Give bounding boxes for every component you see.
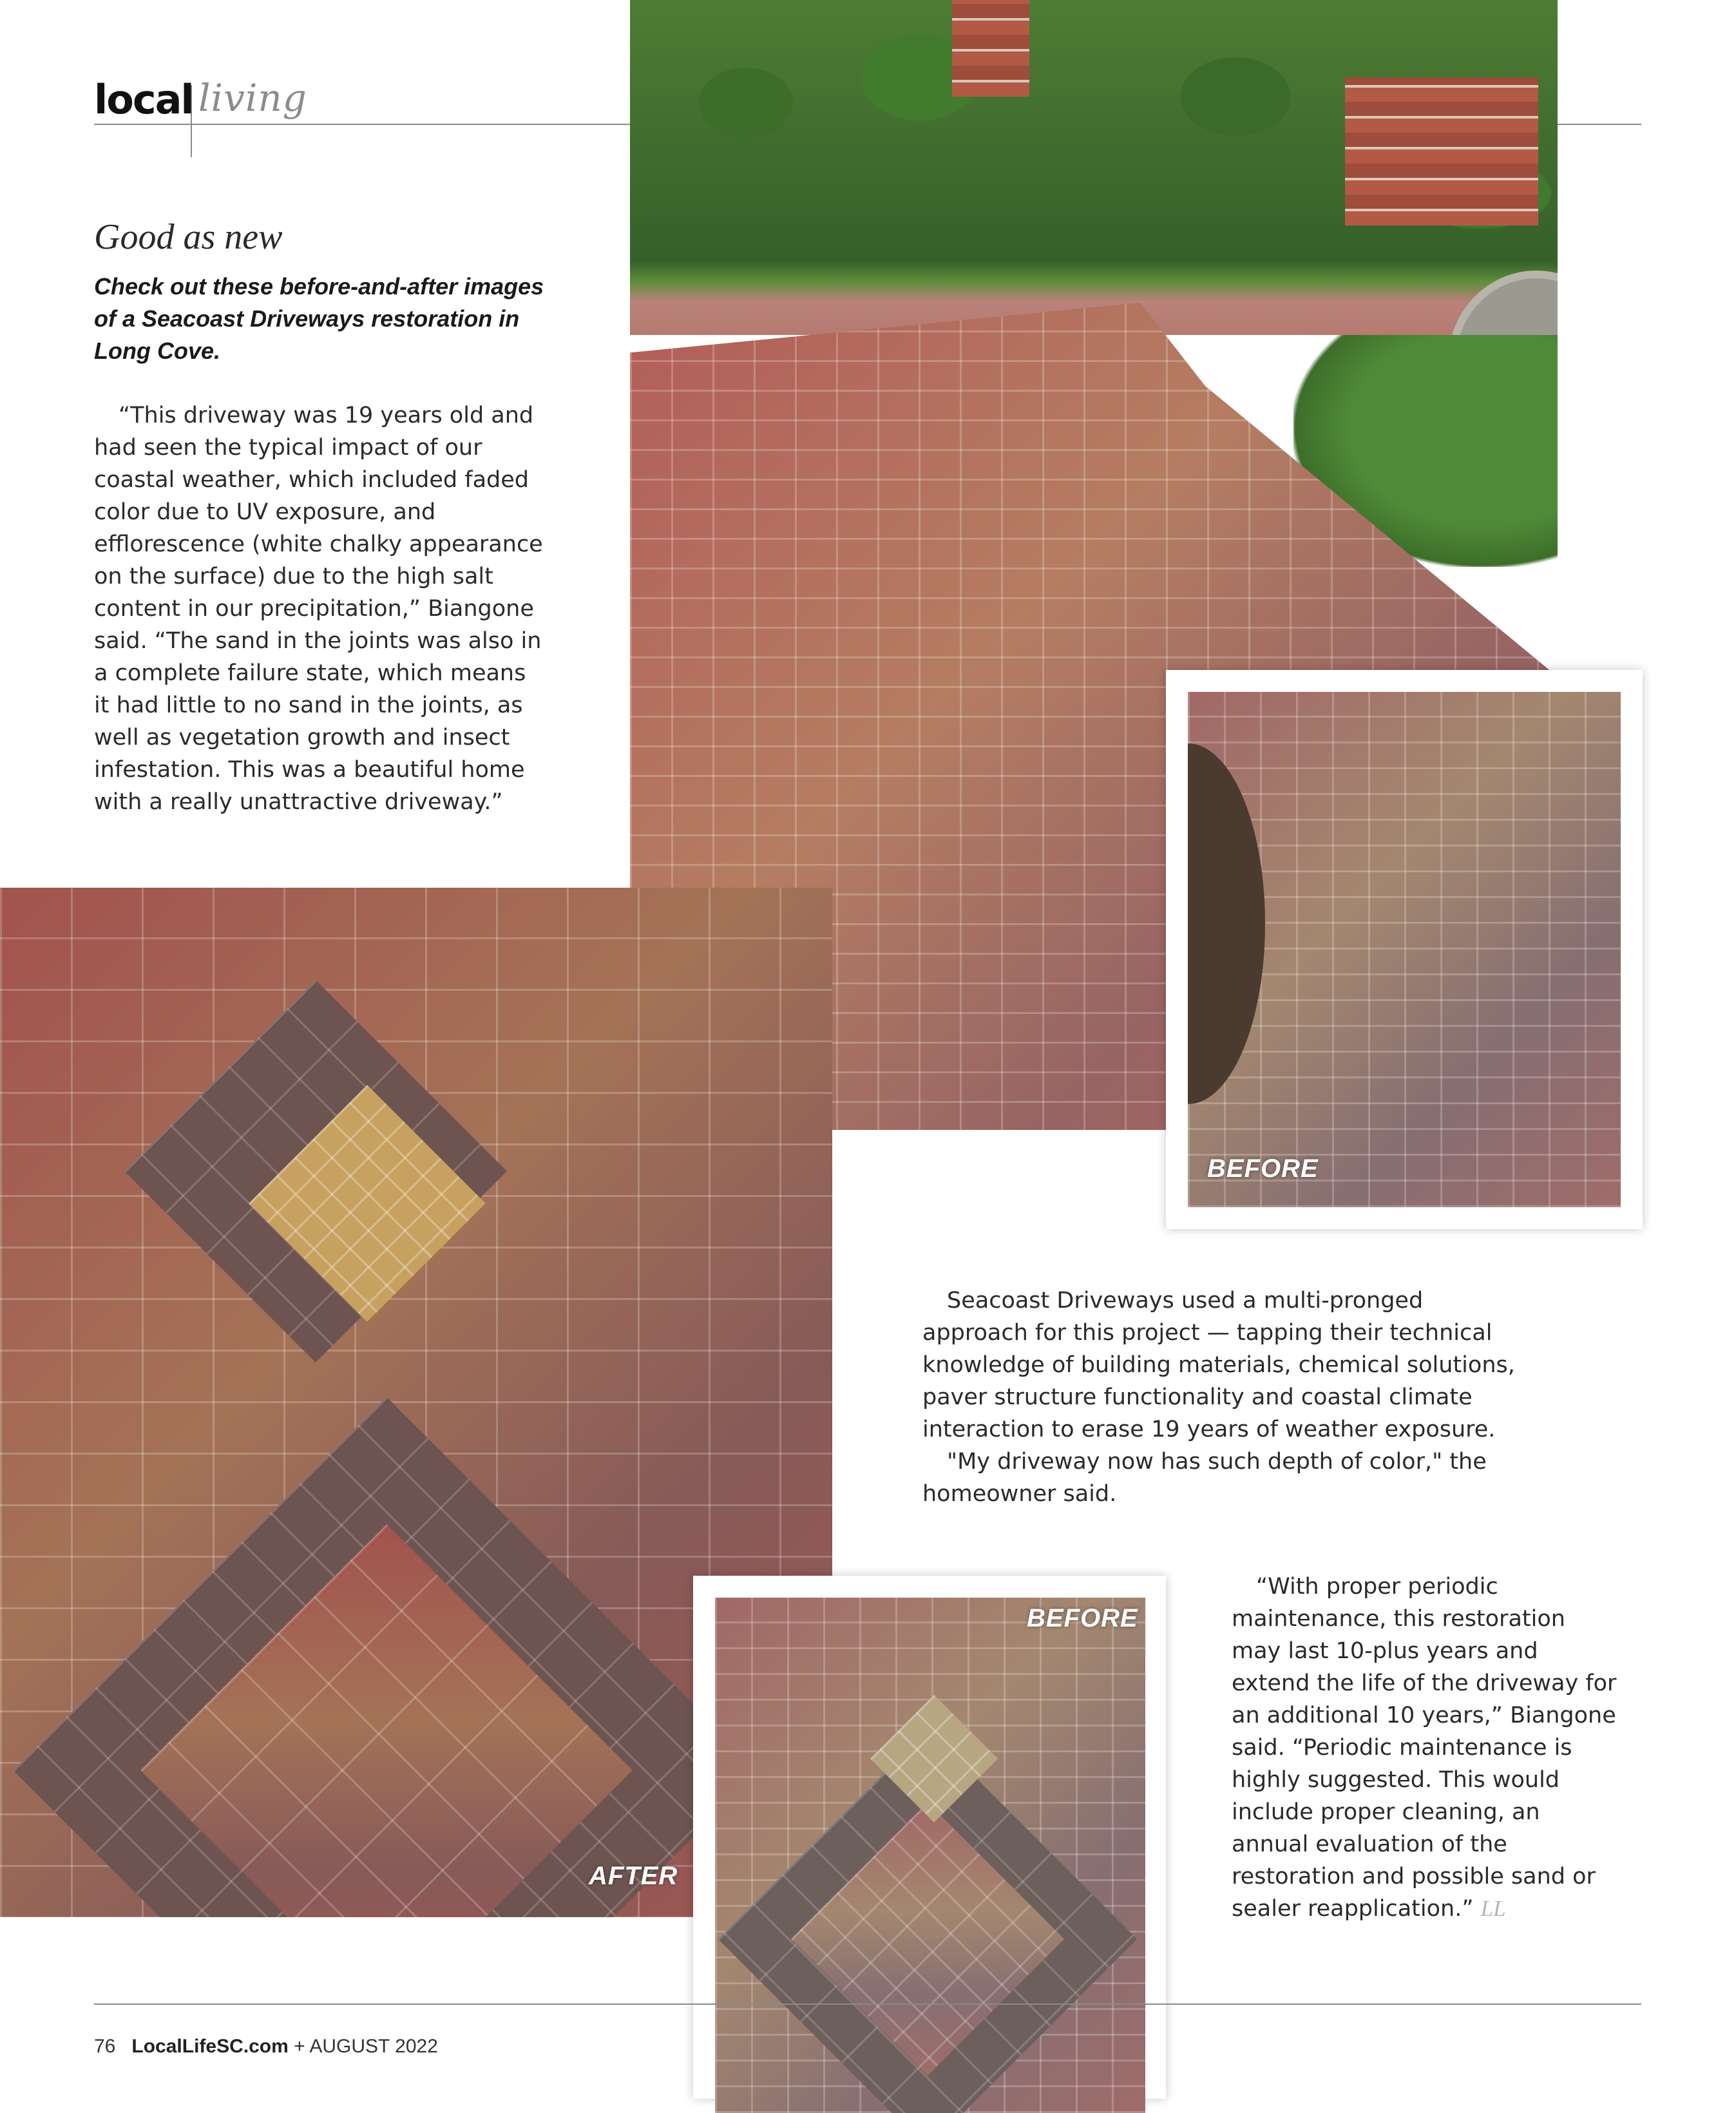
article-title: Good as new [94,217,283,257]
before-photo-frame [1166,670,1643,1229]
paragraph: Seacoast Driveways used a multi-pronged approach for this project — tapping their technical knowledge of building materials, chemical solutions, paver structure functionality and coastal climate interaction to erase 19 years of weather exposure. [922,1288,1515,1442]
before-label-bottom: BEFORE [1027,1604,1138,1632]
paragraph: "My driveway now has such depth of color," the homeowner said. [922,1449,1487,1507]
before-photo-frame-bottom [693,1576,1166,2099]
before-photo-pattern [715,1598,1145,2113]
page-footer [94,2036,438,2058]
site-link[interactable]: LocalLifeSC.com [131,2036,289,2057]
article-dek: Check out these before-and-after images of a Seacoast Driveways restoration in Long Cove. [94,273,544,364]
brick-steps-right [1345,77,1538,225]
brick-steps [952,0,1029,97]
footer-rule [94,2003,1641,2005]
issue-date: AUGUST 2022 [309,2036,438,2057]
page-number: 76 [94,2036,116,2057]
header-rule-right [1558,124,1641,125]
sign-off: LL [1480,1896,1506,1921]
before-photo-driveway [1188,692,1621,1207]
paragraph: “This driveway was 19 years old and had seen the typical impact of our coastal weather, which included faded color due to UV exposure, and efflorescence (white chalky appearance on the surface) due to the high salt content in our precipitation,” Biangone said. “The sand in the joints was also in a complete failure state, which means it had little to no sand in the joints, as well as vegetation growth and insect infestation. This was a beautiful home with a really unattractive driveway.” [94,403,543,815]
body-column-2 [922,1285,1515,1510]
header-rule [94,124,630,125]
body-column-1 [94,399,545,818]
brand-logo-living: living [198,76,307,120]
after-label-bottom: AFTER [589,1862,678,1890]
mulch-edge [1188,743,1265,1104]
body-column-3 [1232,1571,1618,1925]
before-label: BEFORE [1207,1154,1319,1183]
footer-separator: + [294,2036,305,2057]
brand-logo-local: local [94,76,193,123]
paragraph [1232,1571,1618,1925]
quote-text: “With proper periodic maintenance, this restoration may last 10-plus years and extend the life of the driveway for an additional 10 years,” Biangone said. “Periodic maintenance is highly suggested. This would include proper cleaning, an annual evaluation of the restoration and possible sand or sealer reapplication.” [1232,1574,1617,1922]
